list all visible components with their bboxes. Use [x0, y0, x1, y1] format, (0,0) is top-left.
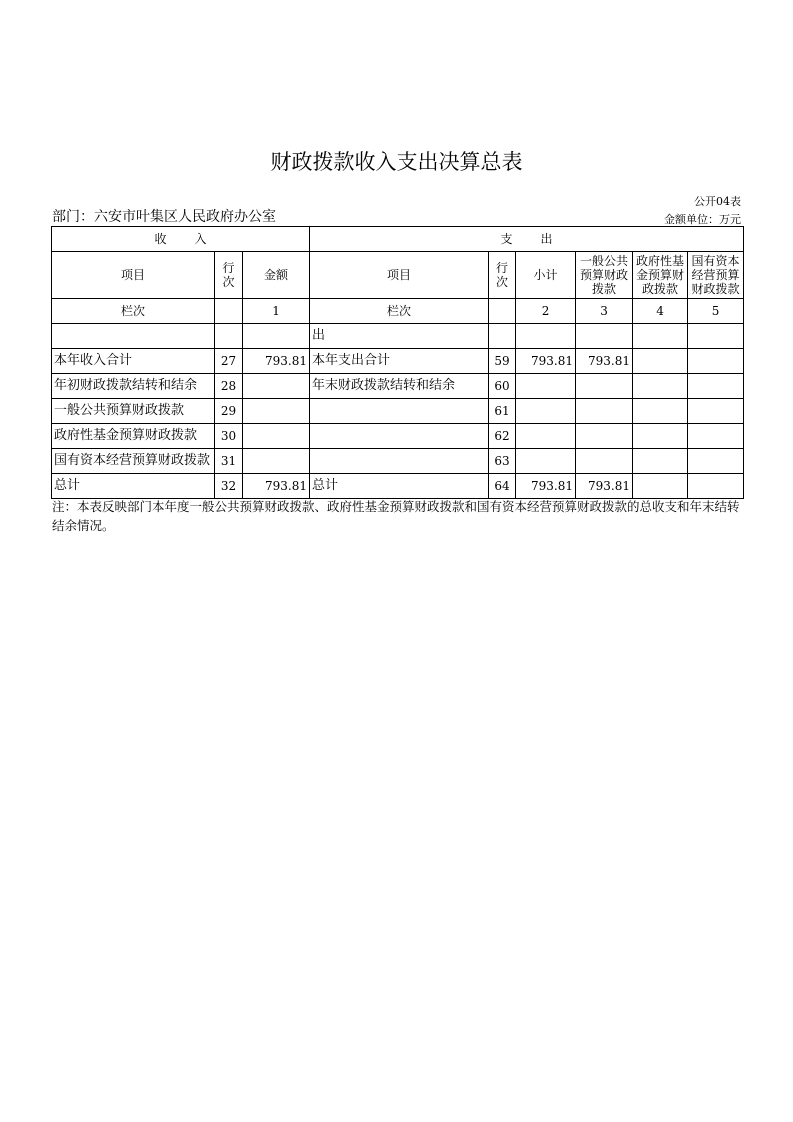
state-capital-header: 国有资本经营预算财政拨款	[688, 252, 744, 299]
expense-item: 本年支出合计	[310, 349, 489, 374]
table-row	[52, 374, 744, 399]
state-capital-value	[688, 474, 744, 499]
index-empty-cell	[489, 299, 516, 324]
income-amount	[243, 449, 310, 474]
income-item: 政府性基金预算财政拨款	[52, 424, 215, 449]
state-capital-value	[688, 399, 744, 424]
expense-row-no: 63	[489, 449, 516, 474]
subtotal-value	[516, 449, 576, 474]
subtotal-value	[516, 424, 576, 449]
subtotal-value: 793.81	[516, 474, 576, 499]
general-budget-value: 793.81	[576, 474, 633, 499]
group-header-row	[52, 227, 744, 252]
general-budget-value	[576, 374, 633, 399]
spacer-cell	[633, 324, 688, 349]
fund-budget-value	[633, 424, 688, 449]
general-budget-value: 793.81	[576, 349, 633, 374]
general-budget-header: 一般公共预算财政拨款	[576, 252, 633, 299]
income-amount	[243, 424, 310, 449]
fund-budget-value	[633, 474, 688, 499]
income-group-char-2: 入	[194, 232, 207, 246]
general-budget-value	[576, 449, 633, 474]
fund-budget-header: 政府性基金预算财政拨款	[633, 252, 688, 299]
subtotal-value	[516, 374, 576, 399]
index-empty-cell	[215, 299, 243, 324]
income-amount	[243, 399, 310, 424]
table-row	[52, 399, 744, 424]
income-item: 国有资本经营预算财政拨款	[52, 449, 215, 474]
subtotal-header: 小计	[516, 252, 576, 299]
table-code: 公开04表	[694, 195, 741, 208]
fund-budget-value	[633, 374, 688, 399]
state-capital-value	[688, 349, 744, 374]
expense-group-char-2: 出	[540, 232, 553, 246]
spacer-cell	[489, 324, 516, 349]
expense-group-header	[310, 227, 744, 252]
general-budget-value	[576, 399, 633, 424]
expense-item	[310, 399, 489, 424]
spacer-cell	[688, 324, 744, 349]
expense-item-header: 项目	[310, 252, 489, 299]
subtotal-value: 793.81	[516, 349, 576, 374]
expense-row-no: 62	[489, 424, 516, 449]
income-amount: 793.81	[243, 474, 310, 499]
index-col-2: 2	[516, 299, 576, 324]
spacer-cell	[243, 324, 310, 349]
table-row-total	[52, 474, 744, 499]
spacer-cell	[52, 324, 215, 349]
fund-budget-value	[633, 449, 688, 474]
income-row-no: 27	[215, 349, 243, 374]
income-item: 本年收入合计	[52, 349, 215, 374]
income-amount: 793.81	[243, 349, 310, 374]
budget-summary-table	[51, 226, 744, 499]
expense-item: 总计	[310, 474, 489, 499]
footnote: 注：本表反映部门本年度一般公共预算财政拨款、政府性基金预算财政拨款和国有资本经营预算财政拨款的总收支和年末结转结余情况。	[52, 499, 740, 533]
income-row-header: 行次	[215, 252, 243, 299]
expense-row-no: 64	[489, 474, 516, 499]
spacer-cell	[576, 324, 633, 349]
spacer-expense-text: 出	[310, 324, 489, 349]
income-group-header	[52, 227, 310, 252]
expense-item	[310, 449, 489, 474]
index-label-left: 栏次	[52, 299, 215, 324]
department-label: 部门：六安市叶集区人民政府办公室	[52, 209, 276, 225]
expense-row-no: 59	[489, 349, 516, 374]
income-row-no: 30	[215, 424, 243, 449]
page-title: 财政拨款收入支出决算总表	[270, 150, 523, 174]
income-item: 年初财政拨款结转和结余	[52, 374, 215, 399]
expense-item	[310, 424, 489, 449]
general-budget-value	[576, 424, 633, 449]
income-item-header: 项目	[52, 252, 215, 299]
income-row-no: 32	[215, 474, 243, 499]
subtotal-value	[516, 399, 576, 424]
income-amount	[243, 374, 310, 399]
expense-group-char-1: 支	[500, 232, 513, 246]
income-item: 一般公共预算财政拨款	[52, 399, 215, 424]
expense-row-no: 61	[489, 399, 516, 424]
fund-budget-value	[633, 399, 688, 424]
spacer-cell	[516, 324, 576, 349]
table-row	[52, 349, 744, 374]
table-row	[52, 449, 744, 474]
column-header-row	[52, 252, 744, 299]
income-item: 总计	[52, 474, 215, 499]
spacer-row	[52, 324, 744, 349]
index-col-5: 5	[688, 299, 744, 324]
table-row	[52, 424, 744, 449]
expense-row-header: 行次	[489, 252, 516, 299]
state-capital-value	[688, 374, 744, 399]
index-label-right: 栏次	[310, 299, 489, 324]
income-group-char-1: 收	[154, 232, 167, 246]
spacer-cell	[215, 324, 243, 349]
income-amount-header: 金额	[243, 252, 310, 299]
index-row	[52, 299, 744, 324]
expense-row-no: 60	[489, 374, 516, 399]
expense-item: 年末财政拨款结转和结余	[310, 374, 489, 399]
index-col-3: 3	[576, 299, 633, 324]
income-row-no: 28	[215, 374, 243, 399]
amount-unit: 金额单位：万元	[664, 213, 741, 226]
state-capital-value	[688, 424, 744, 449]
index-col-4: 4	[633, 299, 688, 324]
index-col-1: 1	[243, 299, 310, 324]
income-row-no: 31	[215, 449, 243, 474]
income-row-no: 29	[215, 399, 243, 424]
state-capital-value	[688, 449, 744, 474]
fund-budget-value	[633, 349, 688, 374]
